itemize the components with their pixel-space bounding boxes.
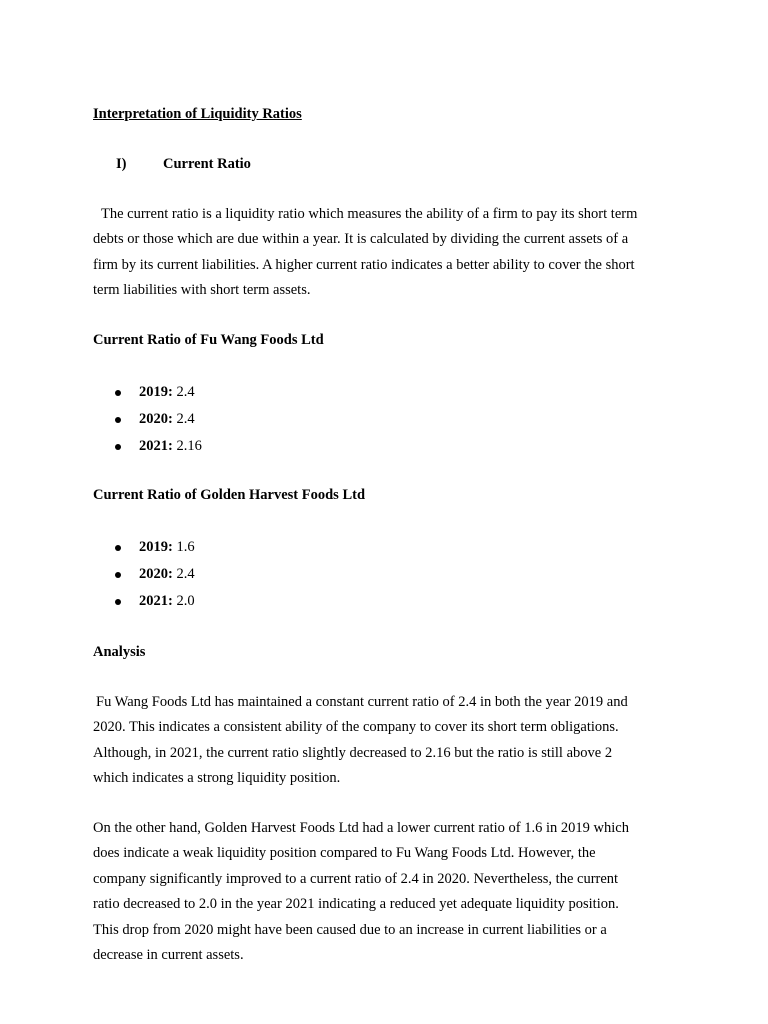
list-item: [113, 537, 195, 564]
bullet-icon: [115, 417, 121, 423]
section-title: Current Ratio: [163, 156, 251, 172]
paragraph-line: does indicate a weak liquidity position compared to Fu Wang Foods Ltd. However, the: [93, 845, 596, 862]
paragraph-line: 2020. This indicates a consistent ability of the company to cover its short term obligations.: [93, 719, 619, 736]
paragraph-line: decrease in current assets.: [93, 947, 244, 964]
ratio-value: 2.16: [176, 438, 202, 454]
list-item: [113, 382, 202, 409]
paragraph-line: ratio decreased to 2.0 in the year 2021 indicating a reduced yet adequate liquidity position.: [93, 896, 619, 913]
golden-harvest-heading: Current Ratio of Golden Harvest Foods Ltd: [93, 487, 366, 503]
paragraph-line: debts or those which are due within a year. It is calculated by dividing the current assets of a: [93, 231, 629, 248]
year-label: 2020:: [139, 411, 173, 427]
list-item: [113, 436, 202, 463]
analysis-paragraph-fu-wang: [93, 690, 683, 792]
analysis-paragraph-golden-harvest: [93, 816, 683, 968]
paragraph-line: This drop from 2020 might have been caused due to an increase in current liabilities or a: [93, 921, 607, 938]
year-label: 2019:: [139, 539, 173, 555]
bullet-icon: [115, 444, 121, 450]
bullet-icon: [115, 545, 121, 551]
paragraph-line: firm by its current liabilities. A higher current ratio indicates a better ability to cover the short: [93, 256, 635, 273]
bullet-icon: [115, 572, 121, 578]
ratio-value: 2.4: [176, 566, 195, 582]
year-label: 2021:: [139, 438, 173, 454]
paragraph-line: which indicates a strong liquidity position.: [93, 770, 341, 787]
ratio-value: 1.6: [176, 539, 195, 555]
ratio-value: 2.4: [176, 411, 195, 427]
year-label: 2020:: [139, 566, 173, 582]
list-item: [113, 564, 195, 591]
fu-wang-ratio-list: [113, 382, 202, 463]
bullet-icon: [115, 599, 121, 605]
ratio-value: 2.4: [176, 384, 195, 400]
paragraph-line: The current ratio is a liquidity ratio which measures the ability of a firm to pay its short term: [101, 206, 638, 222]
intro-paragraph: [93, 202, 683, 304]
document-title: Interpretation of Liquidity Ratios: [93, 106, 302, 122]
year-label: 2019:: [139, 384, 173, 400]
list-item: [113, 409, 202, 436]
ratio-value: 2.0: [176, 593, 195, 609]
list-item: [113, 591, 195, 618]
year-label: 2021:: [139, 593, 173, 609]
paragraph-line: company significantly improved to a current ratio of 2.4 in 2020. Nevertheless, the current: [93, 870, 619, 887]
bullet-icon: [115, 390, 121, 396]
paragraph-line: On the other hand, Golden Harvest Foods Ltd had a lower current ratio of 1.6 in 2019 which: [93, 820, 629, 836]
fu-wang-heading: Current Ratio of Fu Wang Foods Ltd: [93, 332, 324, 348]
section-number: I): [116, 156, 127, 172]
golden-harvest-ratio-list: [113, 537, 195, 618]
paragraph-line: Although, in 2021, the current ratio slightly decreased to 2.16 but the ratio is still above 2: [93, 744, 613, 761]
paragraph-line: Fu Wang Foods Ltd has maintained a constant current ratio of 2.4 in both the year 2019 and: [96, 694, 628, 710]
analysis-heading: Analysis: [93, 644, 146, 660]
paragraph-line: term liabilities with short term assets.: [93, 282, 311, 299]
